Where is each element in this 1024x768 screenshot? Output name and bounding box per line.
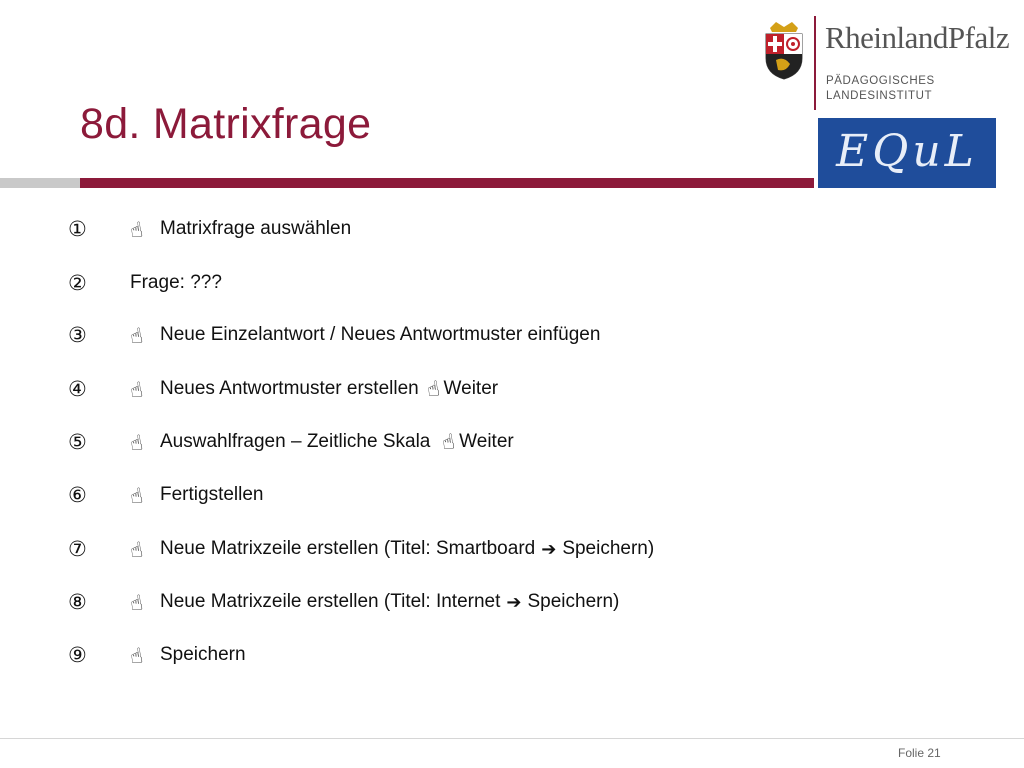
pointing-hand-icon: ☝ — [128, 483, 145, 509]
logo-subline-1: PÄDAGOGISCHES — [826, 75, 935, 87]
step-text: Frage: ??? — [130, 272, 222, 293]
coat-of-arms-icon — [762, 22, 806, 80]
list-item — [68, 534, 768, 564]
step-number: ⑥ — [68, 483, 87, 507]
logo-rheinland-pfalz: RheinlandPfalz — [825, 20, 1010, 55]
pointing-hand-icon: ☝ — [128, 643, 145, 669]
list-item — [68, 427, 768, 457]
pointing-hand-icon: ☝ — [128, 537, 145, 563]
step-text-2: Weiter — [459, 431, 514, 452]
list-item — [68, 587, 768, 617]
right-arrow-icon: ➔ — [506, 591, 522, 613]
equl-logo-text: EQuL — [836, 126, 978, 177]
step-text-2: Speichern) — [527, 591, 620, 612]
equl-logo — [818, 118, 996, 188]
step-text: Neue Einzelantwort / Neues Antwortmuster einfügen — [160, 324, 601, 345]
title-rule-red — [80, 178, 814, 188]
step-number: ② — [68, 271, 87, 295]
footer-divider — [0, 738, 1024, 739]
logo-subline-2: LANDESINSTITUT — [826, 90, 933, 102]
step-number: ⑧ — [68, 590, 87, 614]
step-text: Fertigstellen — [160, 484, 264, 505]
step-text: Neue Matrixzeile erstellen (Titel: Internet — [160, 591, 501, 612]
slide-number: Folie 21 — [898, 746, 941, 760]
step-number: ⑤ — [68, 430, 87, 454]
list-item — [68, 320, 768, 350]
pointing-hand-icon: ☝ — [128, 590, 145, 616]
step-number: ① — [68, 217, 87, 241]
logo-divider — [814, 16, 816, 110]
step-text: Speichern — [160, 644, 246, 665]
list-item — [68, 480, 768, 510]
right-arrow-icon: ➔ — [541, 538, 557, 560]
step-text: Matrixfrage auswählen — [160, 218, 352, 239]
list-item — [68, 268, 768, 298]
list-item — [68, 640, 768, 670]
slide-title: 8d. Matrixfrage — [80, 100, 372, 148]
title-rule-gray — [0, 178, 80, 188]
list-item — [68, 374, 768, 404]
pointing-hand-icon: ☝ — [128, 377, 145, 403]
pointing-hand-icon: ☝ — [128, 323, 145, 349]
pointing-hand-icon: ☝ — [425, 376, 442, 402]
step-number: ⑨ — [68, 643, 87, 667]
pointing-hand-icon: ☝ — [128, 430, 145, 456]
step-text-2: Weiter — [443, 378, 499, 399]
step-text-2: Speichern) — [562, 538, 655, 559]
step-number: ③ — [68, 323, 87, 347]
list-item — [68, 214, 768, 244]
pointing-hand-icon: ☝ — [440, 429, 457, 455]
step-text: Neues Antwortmuster erstellen — [160, 378, 419, 399]
step-text: Neue Matrixzeile erstellen (Titel: Smartboard — [160, 538, 536, 559]
step-number: ④ — [68, 377, 87, 401]
step-text: Auswahlfragen – Zeitliche Skala — [160, 431, 431, 452]
pointing-hand-icon: ☝ — [128, 217, 145, 243]
step-number: ⑦ — [68, 537, 87, 561]
logo-institute-name — [826, 74, 935, 104]
